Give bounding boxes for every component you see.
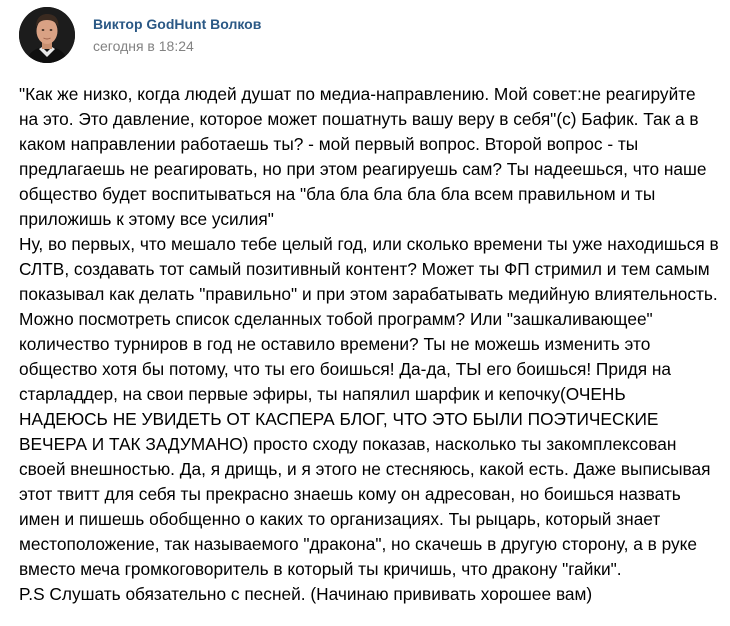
avatar[interactable]	[19, 7, 75, 63]
avatar-photo-icon	[19, 7, 75, 63]
post-text	[19, 82, 719, 607]
post-timestamp[interactable]: сегодня в 18:24	[93, 38, 194, 54]
post-header	[19, 7, 261, 63]
post-paragraph-3: P.S Слушать обязательно с песней. (Начинаю прививать хорошее вам)	[19, 584, 593, 604]
author-name-link[interactable]: Виктор GodHunt Волков	[93, 16, 262, 32]
post-paragraph-1: "Как же низко, когда людей душат по медиа-направлению. Мой совет:не реагируйте на это. Это давление, которое может пошатнуть вашу веру в себя"(с) Бафик. Так а в каком направлении работаешь ты? - мой первый вопрос. Второй вопрос - ты предлагаешь не реагировать, но при этом реагируешь сам? Ты надеешься, что наше общество будет воспитываться на "бла бла бла бла бла всем правильном и ты приложишь к этому все усилия"	[19, 84, 707, 229]
post-paragraph-2: Ну, во первых, что мешало тебе целый год, или сколько времени ты уже находишься в СЛТВ, создавать тот самый позитивный контент? Может ты ФП стримил и тем самым показывал как делать "правильно" и при этом зарабатывать медийную влиятельность. Можно посмотреть список сделанных тобой программ? Или "зашкаливающее" количество турниров в год не оставило времени? Ты не можешь изменить это общество хотя бы потому, что ты его боишься! Да-да, ТЫ его боишься! Придя на старладдер, на свои первые эфиры, ты напялил шарфик и кепочку(ОЧЕНЬ НАДЕЮСЬ НЕ УВИДЕТЬ ОТ КАСПЕРА БЛОГ, ЧТО ЭТО БЫЛИ ПОЭТИЧЕСКИЕ ВЕЧЕРА И ТАК ЗАДУМАНО) просто сходу показав, насколько ты закомплексован своей внешностью. Да, я дрищь, и я этого не стесняюсь, какой есть. Даже выписывая этот твитт для себя ты прекрасно знаешь кому он адресован, но боишься назвать имен и пишешь обобщенно о каких то организациях. Ты рыцарь, который знает местоположение, так называемого "дракона", но скачешь в другую сторону, а в руке вместо меча громкоговоритель в который ты кричишь, что дракону "гайки".	[19, 234, 719, 579]
author-block	[93, 15, 261, 55]
